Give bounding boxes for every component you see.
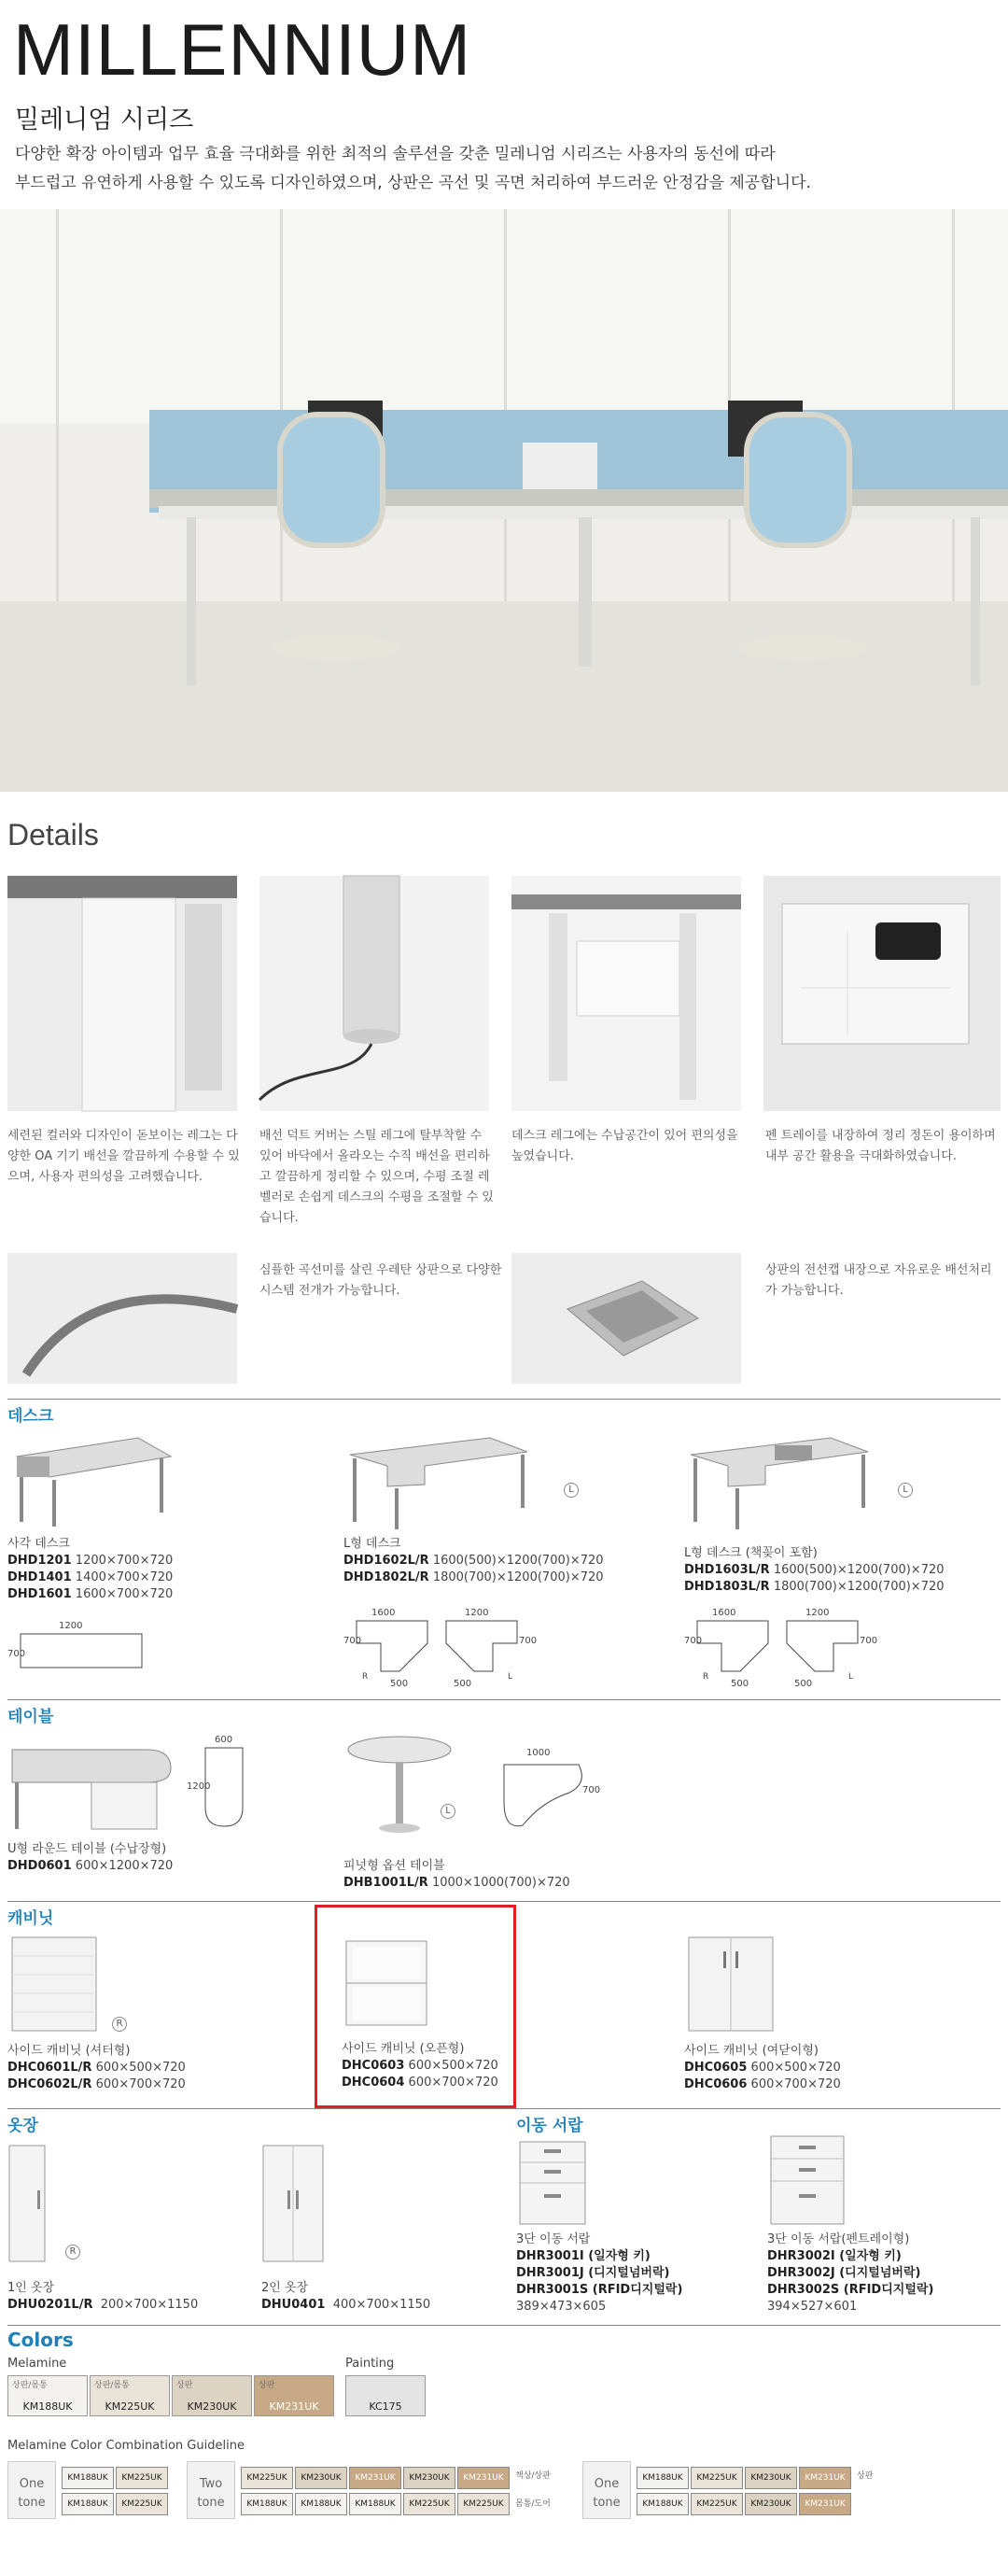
- cabinet-hinged-name: 사이드 캐비닛 (여닫이형): [684, 2044, 819, 2058]
- table-u-plan-width: 600: [215, 1735, 233, 1745]
- guide-two-body-4: KM225UK: [403, 2493, 455, 2515]
- guide-two-body-5: KM225UK: [457, 2493, 510, 2515]
- detail-photo-leg: [7, 876, 237, 1111]
- swatch-km230uk: [172, 2375, 252, 2416]
- desk-l-plan-return-right: 500: [454, 1679, 472, 1689]
- table-peanut-plan-width: 1000: [526, 1748, 551, 1758]
- desk-l-name: L형 데스크: [343, 1537, 401, 1551]
- swatch-km231uk-top: 상판: [259, 2381, 275, 2390]
- pedestal-1-code-1: DHR3001I (일자형 키): [516, 2249, 651, 2263]
- table-u-plan-length: 1200: [187, 1781, 211, 1792]
- detail-photo-duct: [259, 876, 489, 1111]
- detail-caption-2: 배선 덕트 커버는 스틸 레그에 탈부착할 수 있어 바닥에서 올라오는 수직 배선을 편리하고 깔끔하게 정리할 수 있으며, 수평 조절 레벨러로 손쉽게 데스크의 수평을 조절할 수 있습니다.: [259, 1129, 494, 1225]
- desk-rect-code-3: DHD1601: [7, 1587, 72, 1601]
- desk-l-shelf-plan-depth-right: 700: [860, 1636, 878, 1646]
- cabinet-shutter-image: [7, 1933, 101, 2035]
- wardrobe-1-name: 1인 옷장: [7, 2281, 55, 2295]
- colors-rule: [7, 2325, 1001, 2326]
- pedestal-2-dim: 394×527×601: [767, 2300, 858, 2314]
- guide-one-b-body-4: KM231UK: [799, 2493, 851, 2515]
- swatch-km231uk-name: KM231UK: [269, 2400, 319, 2413]
- desk-rect-name: 사각 데스크: [7, 1537, 70, 1551]
- guide-two-top-5: KM231UK: [457, 2467, 510, 2489]
- desk-l-orientation-badge: L: [564, 1483, 579, 1498]
- cabinet-shutter-code-1: DHC0601L/R: [7, 2061, 92, 2075]
- guide-two-body-3: KM188UK: [349, 2493, 401, 2515]
- table-peanut-dim: 1000×1000(700)×720: [431, 1876, 570, 1890]
- intro-text: [15, 140, 995, 198]
- cabinet-hinged-code-2: DHC0606: [684, 2077, 748, 2091]
- detail-caption-5: 심플한 곡선미를 살린 우레탄 상판으로 다양한 시스템 전개가 가능합니다.: [259, 1263, 502, 1298]
- cabinet-shutter-dim-2: 600×700×720: [95, 2077, 186, 2091]
- desk-rect-code-2: DHD1401: [7, 1570, 72, 1584]
- detail-caption-3: 데스크 레그에는 수납공간이 있어 편의성을 높였습니다.: [511, 1129, 738, 1163]
- guide-two-body-1: KM188UK: [241, 2493, 293, 2515]
- guide-one-b-top-3: KM230UK: [745, 2467, 797, 2489]
- intro-line-2: 부드럽고 유연하게 사용할 수 있도록 디자인하였으며, 상판은 곡선 및 곡면 처리하여 부드러운 안정감을 제공합니다.: [15, 174, 811, 192]
- pedestal-2-code-3: DHR3002S (RFID디지털락): [767, 2283, 934, 2297]
- desk-l-shelf-orientation-badge: L: [898, 1483, 913, 1498]
- guide-one-tone-a-label: One tone: [7, 2461, 56, 2519]
- pedestal-2-code-1: DHR3002I (일자형 키): [767, 2249, 902, 2263]
- cabinet-hinged-image: [684, 1933, 777, 2035]
- cabinet-shutter-dim-1: 600×500×720: [95, 2061, 186, 2075]
- desk-l-shelf-plan-r-mark: R: [703, 1672, 709, 1682]
- guide-one-a-top-2: KM225UK: [116, 2467, 168, 2489]
- painting-label: Painting: [345, 2357, 395, 2371]
- guide-one-a-body-2: KM225UK: [116, 2493, 168, 2515]
- desk-l-shelf-label: [684, 1545, 964, 1596]
- swatch-km188uk-name: KM188UK: [22, 2400, 73, 2413]
- cabinet-open-code-1: DHC0603: [342, 2059, 405, 2073]
- cabinet-open-dim-1: 600×500×720: [408, 2059, 498, 2073]
- guide-two-top-2: KM230UK: [295, 2467, 347, 2489]
- swatch-km231uk: [254, 2375, 334, 2416]
- desk-l-shelf-plan-return-right: 500: [794, 1679, 813, 1689]
- cabinet-rule: [7, 1901, 1001, 1902]
- desk-rect-image: [7, 1429, 175, 1531]
- desk-l-plan-r-mark: R: [362, 1672, 369, 1682]
- desk-l-plan-depth-left: 700: [343, 1636, 362, 1646]
- desk-l-dim-2: 1800(700)×1200(700)×720: [432, 1570, 604, 1584]
- guide-two-top-caption: 책상/상판: [515, 2471, 551, 2481]
- table-peanut-plan-depth: 700: [582, 1785, 601, 1795]
- table-rule: [7, 1699, 1001, 1700]
- swatch-km188uk-top: 상판/몸통: [12, 2381, 48, 2390]
- swatch-km225uk-name: KM225UK: [105, 2400, 155, 2413]
- pedestal-1-name: 3단 이동 서랍: [516, 2232, 591, 2246]
- desk-rect-label: [7, 1536, 194, 1603]
- cabinet-open-image: [342, 1936, 435, 2030]
- table-peanut-code: DHB1001L/R: [343, 1876, 428, 1890]
- swatch-km225uk: [90, 2375, 170, 2416]
- guide-one-a-body-1: KM188UK: [62, 2493, 114, 2515]
- desk-rule: [7, 1399, 1001, 1400]
- desk-l-shelf-image: [681, 1429, 896, 1531]
- cabinet-shutter-orientation-badge: R: [112, 2017, 127, 2032]
- guide-one-b-body-3: KM230UK: [745, 2493, 797, 2515]
- wardrobe-1-dim: 200×700×1150: [100, 2298, 199, 2312]
- desk-rect-dim-3: 1600×700×720: [75, 1587, 174, 1601]
- table-u-code: DHD0601: [7, 1859, 72, 1873]
- table-peanut-label: [343, 1858, 623, 1892]
- desk-rect-plan-width: 1200: [59, 1621, 83, 1631]
- detail-photo-urethane: [7, 1253, 237, 1384]
- guide-one-b-top-2: KM225UK: [691, 2467, 743, 2489]
- desk-l-shelf-dim-2: 1800(700)×1200(700)×720: [773, 1580, 945, 1594]
- table-peanut-plan: [485, 1746, 601, 1839]
- pedestal-title: 이동 서랍: [516, 2117, 583, 2135]
- page-title: MILLENNIUM: [13, 8, 472, 91]
- wardrobe-2-code: DHU0401: [261, 2298, 326, 2312]
- detail-caption-4: 펜 트레이를 내장하여 정리 정돈이 용이하며 내부 공간 활용을 극대화하였습니다.: [765, 1129, 996, 1163]
- colors-title: Colors: [7, 2329, 74, 2351]
- wardrobe-2-label: [261, 2280, 476, 2314]
- desk-l-shelf-name: L형 데스크 (책꽂이 포함): [684, 1546, 818, 1560]
- cabinet-open-name: 사이드 캐비닛 (오픈형): [342, 2042, 465, 2056]
- guide-one-b-caption: 상판: [857, 2471, 874, 2481]
- detail-photo-pentray: [763, 876, 1001, 1111]
- guide-two-tone-label: Two tone: [187, 2461, 235, 2519]
- table-u-image: [7, 1731, 175, 1834]
- wardrobe-1-image: [7, 2144, 49, 2265]
- desk-title: 데스크: [7, 1407, 54, 1426]
- desk-l-plan-width-left: 1600: [371, 1608, 396, 1618]
- swatch-kc175: [345, 2375, 426, 2416]
- guide-title: Melamine Color Combination Guideline: [7, 2439, 245, 2453]
- table-peanut-orientation-badge: L: [441, 1804, 455, 1819]
- pedestal-1-code-2: DHR3001J (디지털넘버락): [516, 2266, 670, 2280]
- desk-l-code-1: DHD1602L/R: [343, 1554, 429, 1568]
- guide-two-top-1: KM225UK: [241, 2467, 293, 2489]
- pedestal-1-code-3: DHR3001S (RFID디지털락): [516, 2283, 683, 2297]
- detail-caption-6: 상판의 전선캡 내장으로 자유로운 배선처리가 가능합니다.: [765, 1263, 992, 1298]
- table-u-name: U형 라운드 테이블 (수납장형): [7, 1842, 167, 1856]
- cabinet-shutter-code-2: DHC0602L/R: [7, 2077, 92, 2091]
- table-u-label: [7, 1841, 250, 1875]
- desk-l-dim-1: 1600(500)×1200(700)×720: [432, 1554, 604, 1568]
- pedestal-2-label: [767, 2231, 1001, 2316]
- desk-rect-dim-1: 1200×700×720: [75, 1554, 174, 1568]
- guide-one-b-body-1: KM188UK: [637, 2493, 689, 2515]
- wardrobe-2-dim: 400×700×1150: [332, 2298, 431, 2312]
- guide-two-body-2: KM188UK: [295, 2493, 347, 2515]
- swatch-km230uk-name: KM230UK: [187, 2400, 237, 2413]
- cabinet-open-label: [342, 2041, 519, 2091]
- page-subtitle: 밀레니엄 시리즈: [15, 106, 194, 134]
- cabinet-title: 캐비닛: [7, 1909, 54, 1928]
- desk-l-plan-l-mark: L: [508, 1672, 513, 1682]
- desk-l-shelf-plan-l-mark: L: [848, 1672, 854, 1682]
- pedestal-1-dim: 389×473×605: [516, 2300, 607, 2314]
- desk-l-image: [341, 1429, 555, 1531]
- guide-two-body-caption: 몸통/도어: [515, 2499, 551, 2509]
- desk-l-plan-width-right: 1200: [465, 1608, 489, 1618]
- guide-one-b-body-2: KM225UK: [691, 2493, 743, 2515]
- guide-one-tone-b-label: One tone: [582, 2461, 631, 2519]
- detail-photo-storage: [511, 876, 741, 1111]
- swatch-km225uk-top: 상판/몸통: [94, 2381, 130, 2390]
- guide-two-top-3: KM231UK: [349, 2467, 401, 2489]
- desk-l-plan: [343, 1606, 538, 1690]
- wardrobe-1-orientation-badge: R: [65, 2245, 80, 2259]
- detail-caption-1: 세련된 컬러와 디자인이 돋보이는 레그는 다양한 OA 기기 배선을 깔끔하게 수용할 수 있으며, 사용자 편의성을 고려했습니다.: [7, 1129, 240, 1184]
- cabinet-hinged-dim-1: 600×500×720: [750, 2061, 841, 2075]
- desk-l-shelf-plan-depth-left: 700: [684, 1636, 703, 1646]
- wardrobe-title: 옷장: [7, 2117, 38, 2135]
- pedestal-2-code-2: DHR3002J (디지털넘버락): [767, 2266, 921, 2280]
- guide-one-a-top-1: KM188UK: [62, 2467, 114, 2489]
- guide-one-b-top-4: KM231UK: [799, 2467, 851, 2489]
- pedestal-1-image: [516, 2138, 591, 2231]
- desk-l-code-2: DHD1802L/R: [343, 1570, 429, 1584]
- guide-one-b-top-1: KM188UK: [637, 2467, 689, 2489]
- cabinet-open-dim-2: 600×700×720: [408, 2076, 498, 2090]
- desk-l-shelf-plan-width-left: 1600: [712, 1608, 736, 1618]
- cabinet-hinged-dim-2: 600×700×720: [750, 2077, 841, 2091]
- desk-rect-plan-depth: 700: [7, 1649, 26, 1659]
- desk-l-plan-depth-right: 700: [519, 1636, 538, 1646]
- cabinet-hinged-label: [684, 2043, 908, 2093]
- details-title: Details: [7, 818, 99, 852]
- wardrobe-2-image: [261, 2144, 327, 2265]
- desk-l-shelf-plan-return-left: 500: [731, 1679, 749, 1689]
- pedestal-2-name: 3단 이동 서랍(펜트레이형): [767, 2232, 910, 2246]
- table-u-plan: [187, 1733, 261, 1836]
- pedestal-1-label: [516, 2231, 759, 2316]
- hero-image: [0, 209, 1008, 792]
- wardrobe-1-code: DHU0201L/R: [7, 2298, 93, 2312]
- table-peanut-image: [343, 1731, 455, 1834]
- wardrobe-1-label: [7, 2280, 250, 2314]
- wardrobe-2-name: 2인 옷장: [261, 2281, 309, 2295]
- desk-l-plan-return-left: 500: [390, 1679, 409, 1689]
- desk-rect-dim-2: 1400×700×720: [75, 1570, 174, 1584]
- wardrobe-rule: [7, 2108, 1001, 2109]
- swatch-km230uk-top: 상판: [176, 2381, 193, 2390]
- desk-rect-code-1: DHD1201: [7, 1554, 72, 1568]
- cabinet-hinged-code-1: DHC0605: [684, 2061, 748, 2075]
- swatch-km188uk: [7, 2375, 88, 2416]
- detail-photo-wirecap: [511, 1253, 741, 1384]
- desk-l-shelf-dim-1: 1600(500)×1200(700)×720: [773, 1563, 945, 1577]
- pedestal-2-image: [767, 2133, 851, 2231]
- desk-rect-plan: [7, 1619, 147, 1675]
- melamine-label: Melamine: [7, 2357, 67, 2371]
- cabinet-shutter-name: 사이드 캐비닛 (셔터형): [7, 2044, 131, 2058]
- cabinet-shutter-label: [7, 2043, 231, 2093]
- cabinet-open-code-2: DHC0604: [342, 2076, 405, 2090]
- desk-l-shelf-plan: [684, 1606, 878, 1690]
- table-u-dim: 600×1200×720: [75, 1859, 174, 1873]
- intro-line-1: 다양한 확장 아이템과 업무 효율 극대화를 위한 최적의 솔루션을 갖춘 밀레니엄 시리즈는 사용자의 동선에 따라: [15, 145, 776, 163]
- table-title: 테이블: [7, 1708, 54, 1726]
- desk-l-shelf-code-1: DHD1603L/R: [684, 1563, 770, 1577]
- swatch-kc175-name: KC175: [369, 2400, 402, 2413]
- desk-l-shelf-plan-width-right: 1200: [805, 1608, 830, 1618]
- table-peanut-name: 피넛형 옵션 테이블: [343, 1859, 445, 1873]
- desk-l-shelf-code-2: DHD1803L/R: [684, 1580, 770, 1594]
- desk-l-label: [343, 1536, 605, 1586]
- guide-two-top-4: KM230UK: [403, 2467, 455, 2489]
